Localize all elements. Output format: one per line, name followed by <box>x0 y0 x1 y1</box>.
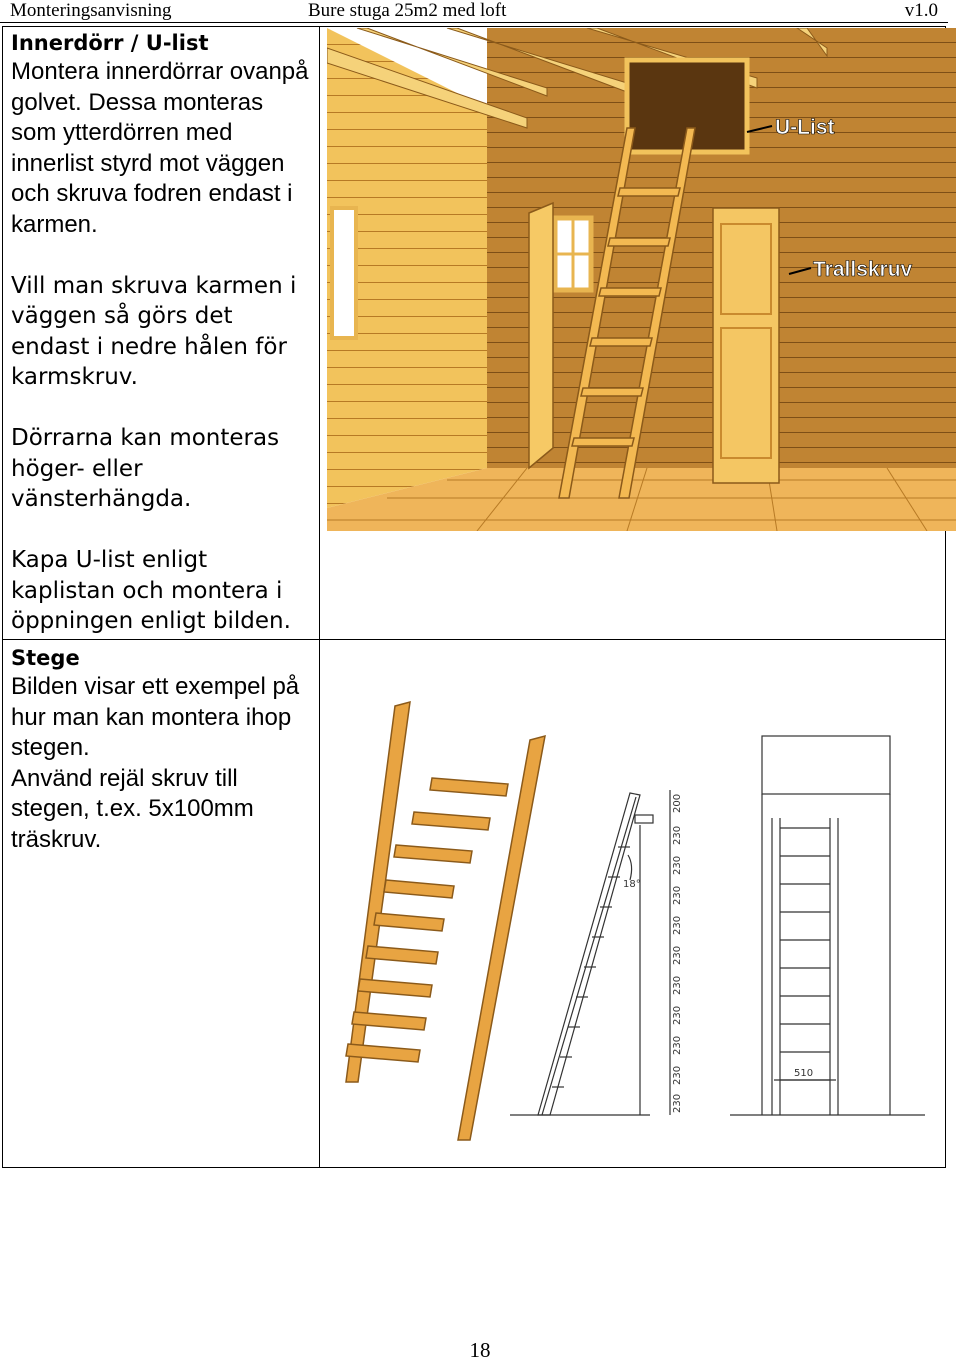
door-section-heading: Innerdörr / U-list <box>11 31 209 55</box>
ladder-step <box>374 913 444 931</box>
ladder-front-view-drawing <box>730 730 930 1125</box>
left-open-door <box>529 203 553 468</box>
dimension-step: 230 <box>672 915 683 935</box>
page-number: 18 <box>469 1338 491 1362</box>
header-version: v1.0 <box>904 0 938 21</box>
column-divider <box>319 27 320 1167</box>
dimension-step: 230 <box>672 1035 683 1055</box>
dimension-step: 230 <box>672 1093 683 1113</box>
angle-label: 18° <box>623 879 641 890</box>
ladder-paragraph-1: Bilden visar ett exempel på hur man kan montera ihop stegen. <box>11 673 300 761</box>
door-instructions <box>11 29 315 667</box>
ladder-step <box>366 946 438 964</box>
interior-door-illustration <box>327 28 956 531</box>
ulist-callout: U-List <box>775 116 835 139</box>
ladder-paragraph-2: Använd rejäl skruv till stegen, t.ex. 5x100mm träskruv. <box>11 764 254 853</box>
page-header <box>0 0 948 23</box>
header-doc-title: Bure stuga 25m2 med loft <box>308 0 507 21</box>
door-paragraph-1: Montera innerdörrar ovanpå golvet. Dessa monteras som ytterdörren med innerlist styrd mot väggen och skruva fodren endast i karmen. <box>11 58 309 238</box>
door-paragraph-3: Dörrarna kan monteras höger- eller vänsterhängda. <box>11 425 280 512</box>
dimension-step: 230 <box>672 975 683 995</box>
dimension-step: 230 <box>672 1005 683 1025</box>
loft-railing <box>762 736 890 794</box>
header-doc-type: Monteringsanvisning <box>10 0 172 21</box>
trallskruv-callout: Trallskruv <box>813 258 913 281</box>
dimension-step: 230 <box>672 1065 683 1085</box>
ladder-section-heading: Stege <box>11 646 80 670</box>
door-paragraph-2: Vill man skruva karmen i väggen så görs det endast i nedre hålen för karmskruv. <box>11 272 297 390</box>
ladder-instructions <box>11 644 315 855</box>
ladder-side-view-drawing <box>510 785 690 1125</box>
dimension-top: 200 <box>672 793 683 813</box>
dimension-step: 230 <box>672 945 683 965</box>
ladder-step <box>384 880 454 898</box>
ladder-step <box>430 778 508 796</box>
dimension-step: 230 <box>672 885 683 905</box>
door-paragraph-4: Kapa U-list enligt kaplistan och montera i öppningen enligt bilden. <box>11 547 291 634</box>
left-window <box>332 208 356 338</box>
dimension-step: 230 <box>672 855 683 875</box>
dimension-step: 230 <box>672 825 683 845</box>
width-label: 510 <box>794 1068 814 1079</box>
ladder-step <box>394 845 472 863</box>
angle-arc <box>628 855 632 880</box>
ladder-step <box>412 812 490 830</box>
right-door <box>713 208 779 483</box>
